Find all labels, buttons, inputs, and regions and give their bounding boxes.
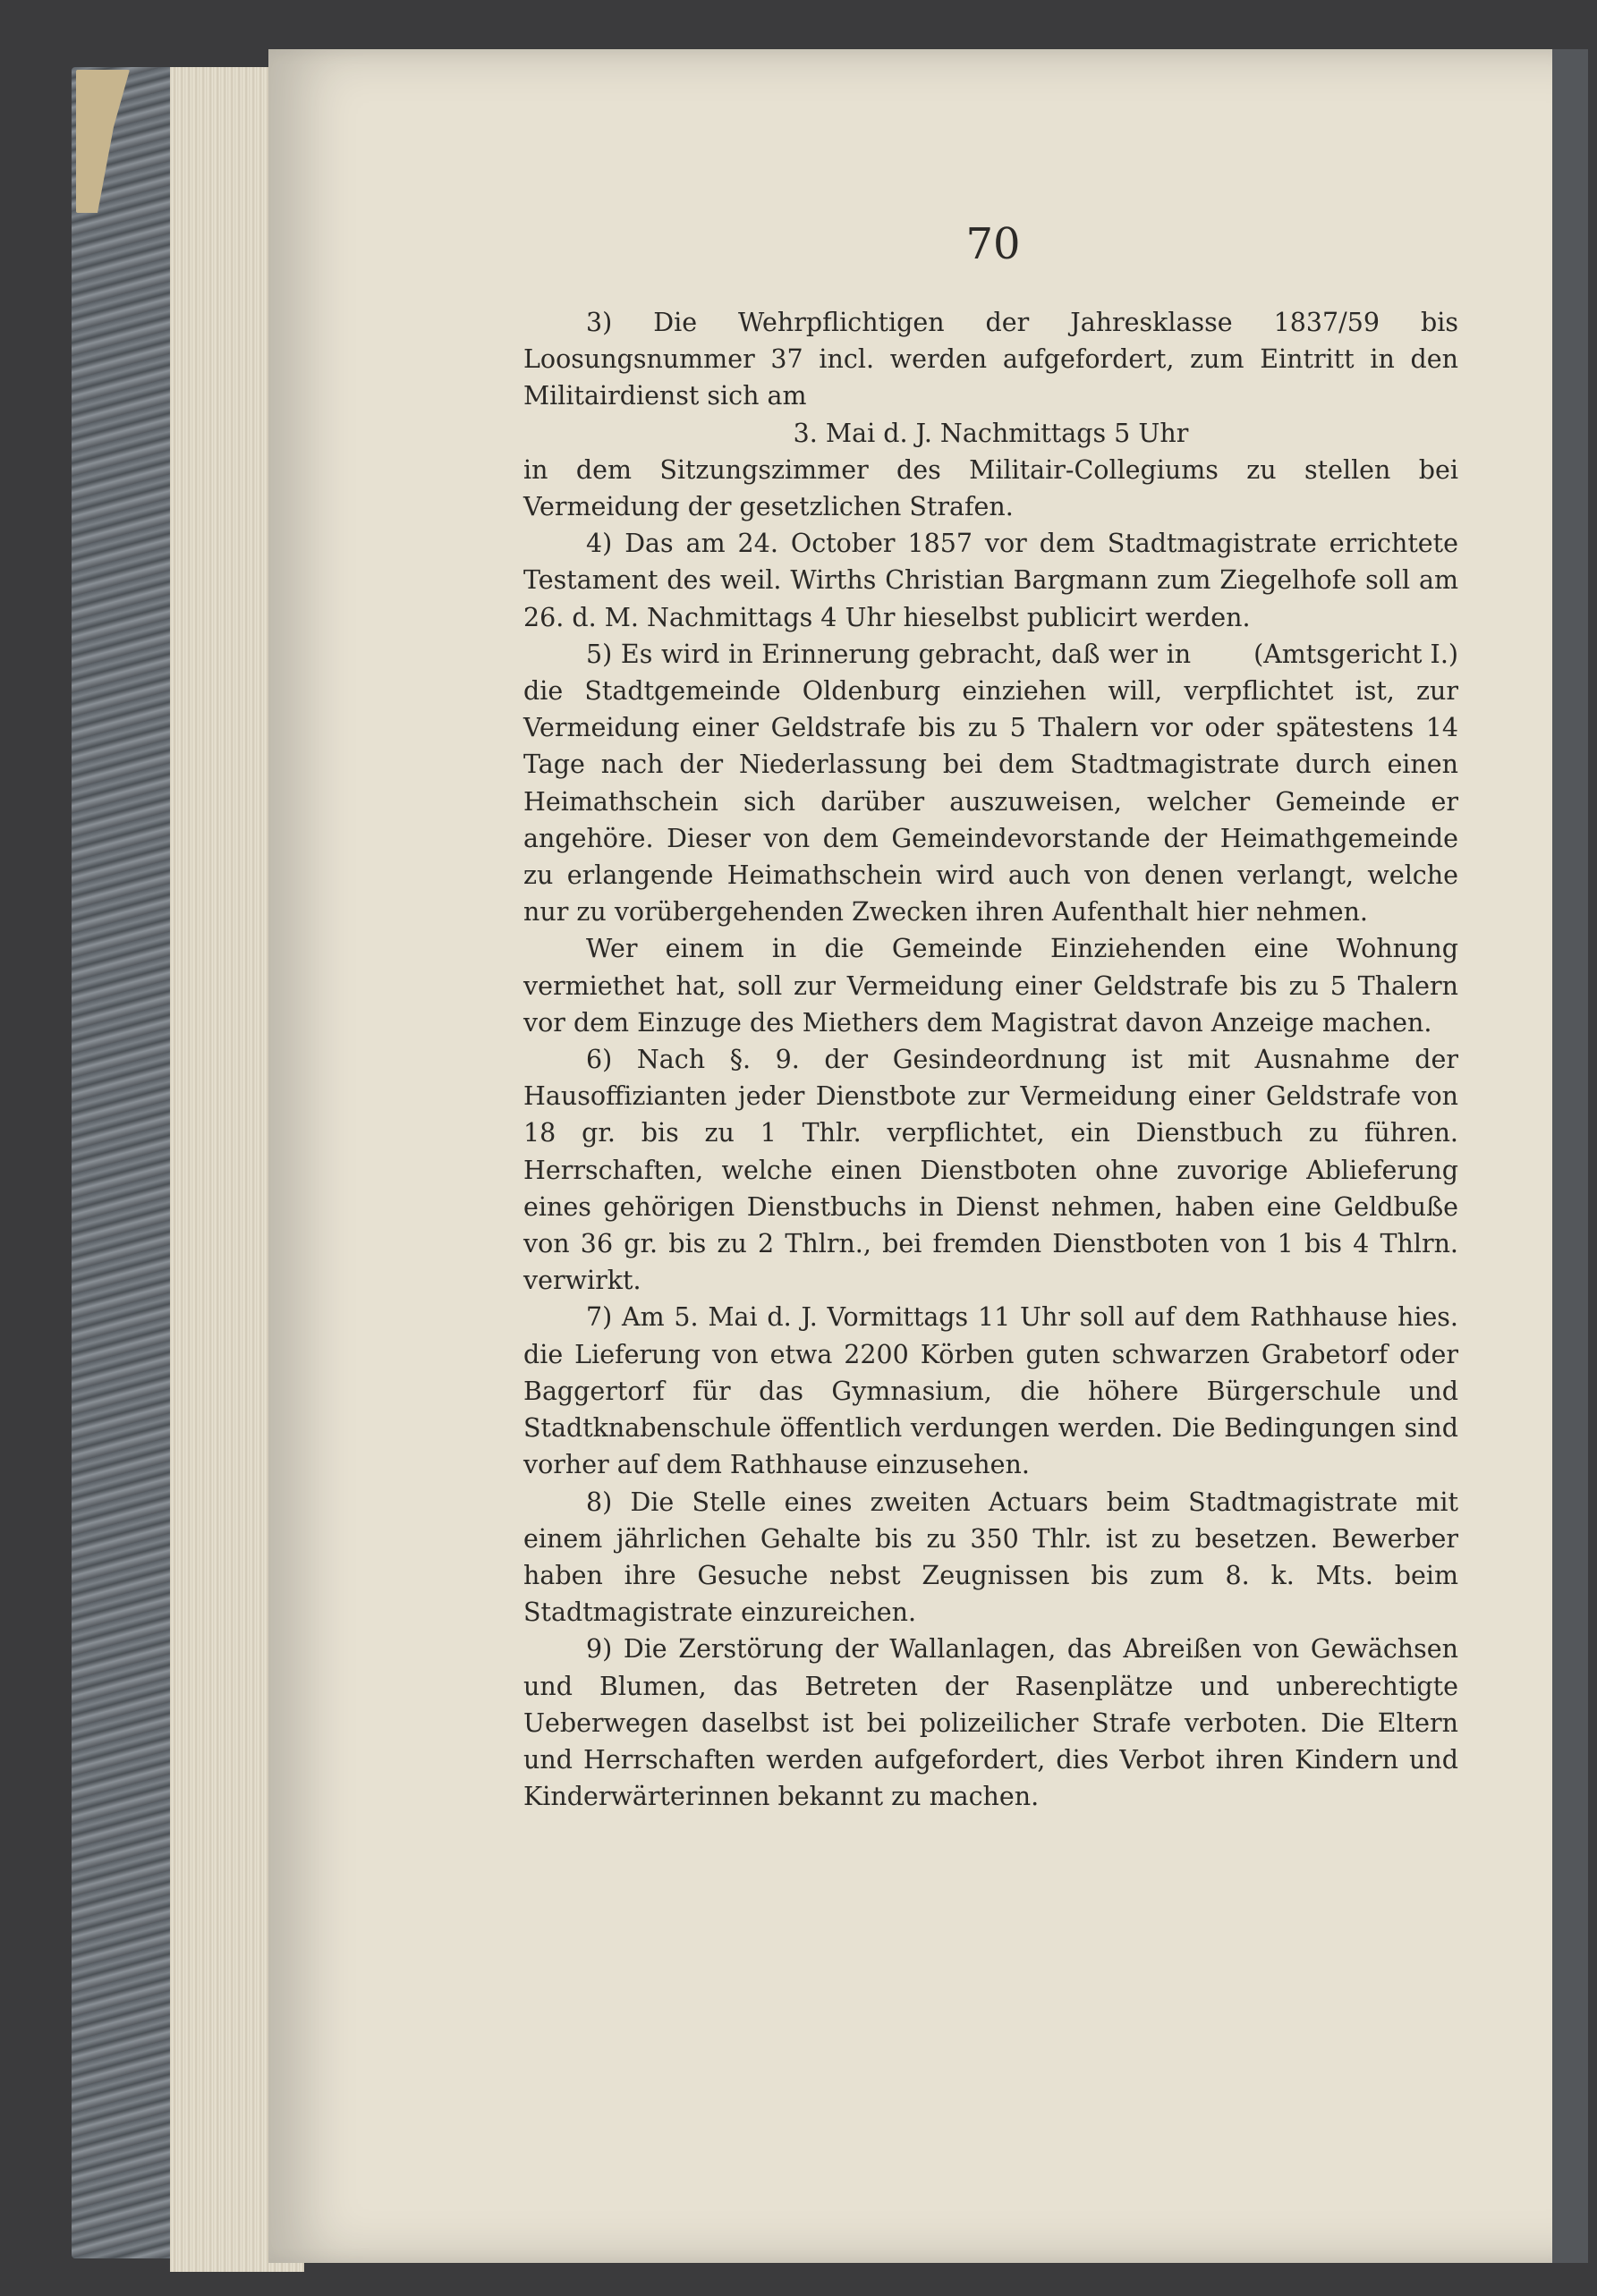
- paragraph-9: 9) Die Zerstörung der Wallanlagen, das Abreißen von Gewächsen und Blumen, das Betreten der Rasenplätze und unberechtigte Ueberwegen daselbst ist bei polizeilicher Strafe verboten. Die Eltern und Herrschaften werden aufgefordert, dies Verbot ihren Kindern und Kinderwärterinnen bekannt zu machen.: [523, 1634, 1458, 1812]
- paragraph-3-cont: in dem Sitzungszimmer des Militair-Collegiums zu stellen bei Vermeidung der gesetzlichen Strafen.: [523, 454, 1458, 522]
- page-number: 70: [965, 219, 1021, 269]
- paragraph-3-date: 3. Mai d. J. Nachmittags 5 Uhr: [793, 418, 1189, 448]
- page-right-edge: [1552, 49, 1588, 2263]
- paragraph-4-text: 4) Das am 24. October 1857 vor dem Stadtmagistrate errichtete Testament des weil. Wirths Christian Bargmann zum Ziegelhofe soll am 26. d. M. Nachmittags 4 Uhr hieselbst publicirt werden.: [523, 529, 1458, 632]
- page-text: [523, 304, 1458, 1815]
- paragraph-3: 3) Die Wehrpflichtigen der Jahresklasse 1837/59 bis Loosungsnummer 37 incl. werden aufgefordert, zum Eintritt in den Militairdienst sich am: [523, 308, 1458, 411]
- paragraph-8: 8) Die Stelle eines zweiten Actuars beim Stadtmagistrate mit einem jährlichen Gehalte bis zu 350 Thlr. ist zu besetzen. Bewerber haben ihre Gesuche nebst Zeugnissen bis zum 8. k. Mts. beim Stadtmagistrate einzureichen.: [523, 1487, 1458, 1628]
- paragraph-5: 5) Es wird in Erinnerung gebracht, daß wer in die Stadtgemeinde Oldenburg einziehen will, verpflichtet ist, zur Vermeidung einer Geldstrafe bis zu 5 Thalern vor oder spätestens 14 Tage nach der Niederlassung bei dem Stadtmagistrate durch einen Heimathschein sich darüber auszuweisen, welcher Gemeinde er angehöre. Dieser von dem Gemeindevorstande der Heimathgemeinde zu erlangende Heimathschein wird auch von denen verlangt, welche nur zu vorübergehenden Zwecken ihren Aufenthalt hier nehmen.: [523, 639, 1458, 928]
- paragraph-6: 6) Nach §. 9. der Gesindeordnung ist mit Ausnahme der Hausoffizianten jeder Dienstbote zur Vermeidung einer Geldstrafe von 18 gr. bis zu 1 Thlr. verpflichtet, ein Dienstbuch zu führen. Herrschaften, welche einen Dienstboten ohne zuvorige Ablieferung eines gehörigen Dienstbuchs in Dienst nehmen, haben eine Geldbuße von 36 gr. bis zu 2 Thlrn., bei fremden Dienstboten von 1 bis 4 Thlrn. verwirkt.: [523, 1045, 1458, 1296]
- court-note: (Amtsgericht I.): [1253, 639, 1458, 669]
- paragraph-5-second: Wer einem in die Gemeinde Einziehenden eine Wohnung vermiethet hat, soll zur Vermeidung einer Geldstrafe bis zu 5 Thalern vor dem Einzuge des Miethers dem Magistrat davon Anzeige machen.: [523, 934, 1458, 1038]
- paragraph-4: [523, 525, 1458, 669]
- paragraph-7: 7) Am 5. Mai d. J. Vormittags 11 Uhr soll auf dem Rathhause hies. die Lieferung von etwa 2200 Körben guten schwarzen Grabetorf oder Baggertorf für das Gymnasium, die höhere Bürgerschule und Stadtknabenschule öffentlich verdungen werden. Die Bedingungen sind vorher auf dem Rathhause einzusehen.: [523, 1302, 1458, 1480]
- book-cover: [72, 67, 179, 2258]
